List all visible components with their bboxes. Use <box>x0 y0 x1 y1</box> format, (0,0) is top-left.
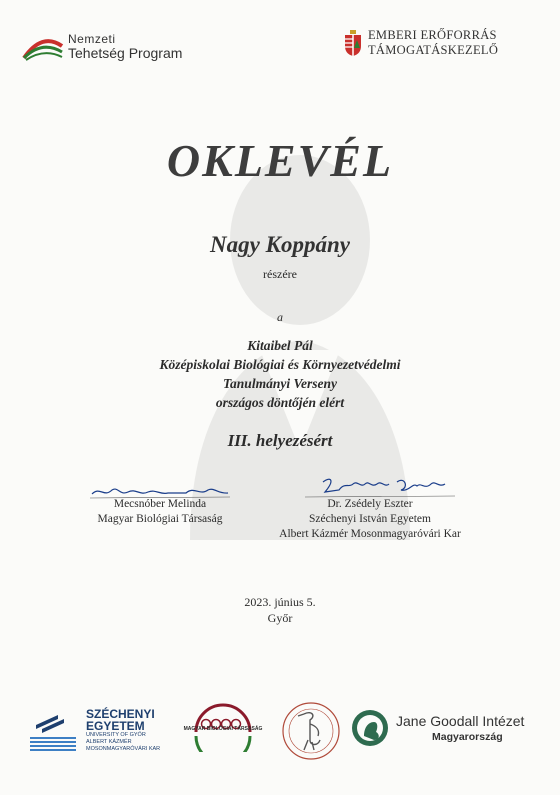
competition-line1: Kitaibel Pál <box>247 338 313 353</box>
heron-seal-icon <box>280 700 342 762</box>
emberi-logo <box>344 28 498 58</box>
left-signature <box>70 497 250 527</box>
ntp-logo-icon <box>22 28 64 64</box>
hungarian-crest-icon <box>344 30 362 56</box>
sze-line4: ALBERT KÁZMÉR <box>86 739 132 745</box>
sze-logo <box>28 708 160 753</box>
ntp-line2: Tehetség Program <box>68 45 183 61</box>
article: a <box>277 310 283 324</box>
right-signer-org1: Széchenyi István Egyetem <box>309 513 431 525</box>
jane-line1: Jane Goodall Intézet <box>396 713 525 729</box>
right-signer-org2: Albert Kázmér Mosonmagyaróvári Kar <box>279 528 461 540</box>
competition-line4: országos döntőjén elért <box>215 395 345 410</box>
for-word: részére <box>263 267 297 281</box>
jane-goodall-logo <box>350 706 524 750</box>
right-signature <box>270 497 470 542</box>
recipient-name: Nagy Koppány <box>210 232 350 257</box>
left-signer-name: Mecsnóber Melinda <box>113 498 207 510</box>
competition-block <box>0 336 560 412</box>
sze-line2: EGYETEM <box>86 719 145 733</box>
competition-line2: Középiskolai Biológiai és Környezetvédelmi <box>159 357 401 372</box>
mbt-label: MAGYAR BIOLÓGIAI TÁRSASÁG <box>183 726 263 732</box>
certificate-title: OKLEVÉL <box>166 135 394 186</box>
sze-logo-icon <box>28 711 80 751</box>
sze-line5: MOSONMAGYARÓVÁRI KAR <box>86 746 161 752</box>
issue-city: Győr <box>267 611 293 625</box>
footer-logos <box>0 700 560 760</box>
right-signer-name: Dr. Zsédely Eszter <box>327 498 413 510</box>
issue-date: 2023. június 5. <box>244 595 316 609</box>
ntp-logo <box>22 28 182 64</box>
ntp-line1: Nemzeti <box>68 32 116 46</box>
date-place <box>0 594 560 626</box>
jane-line2: Magyarország <box>432 731 503 743</box>
placement: III. helyezésért <box>227 431 333 450</box>
sze-line1: SZÉCHENYI <box>86 707 155 721</box>
mbt-logo <box>183 702 263 752</box>
sze-line3: UNIVERSITY OF GYŐR <box>86 732 146 738</box>
competition-line3: Tanulmányi Verseny <box>223 376 337 391</box>
emberi-line2: TÁMOGATÁSKEZELŐ <box>368 43 499 57</box>
jane-goodall-icon <box>350 706 390 750</box>
emberi-line1: EMBERI ERŐFORRÁS <box>368 28 497 42</box>
left-signer-org: Magyar Biológiai Társaság <box>97 513 223 525</box>
